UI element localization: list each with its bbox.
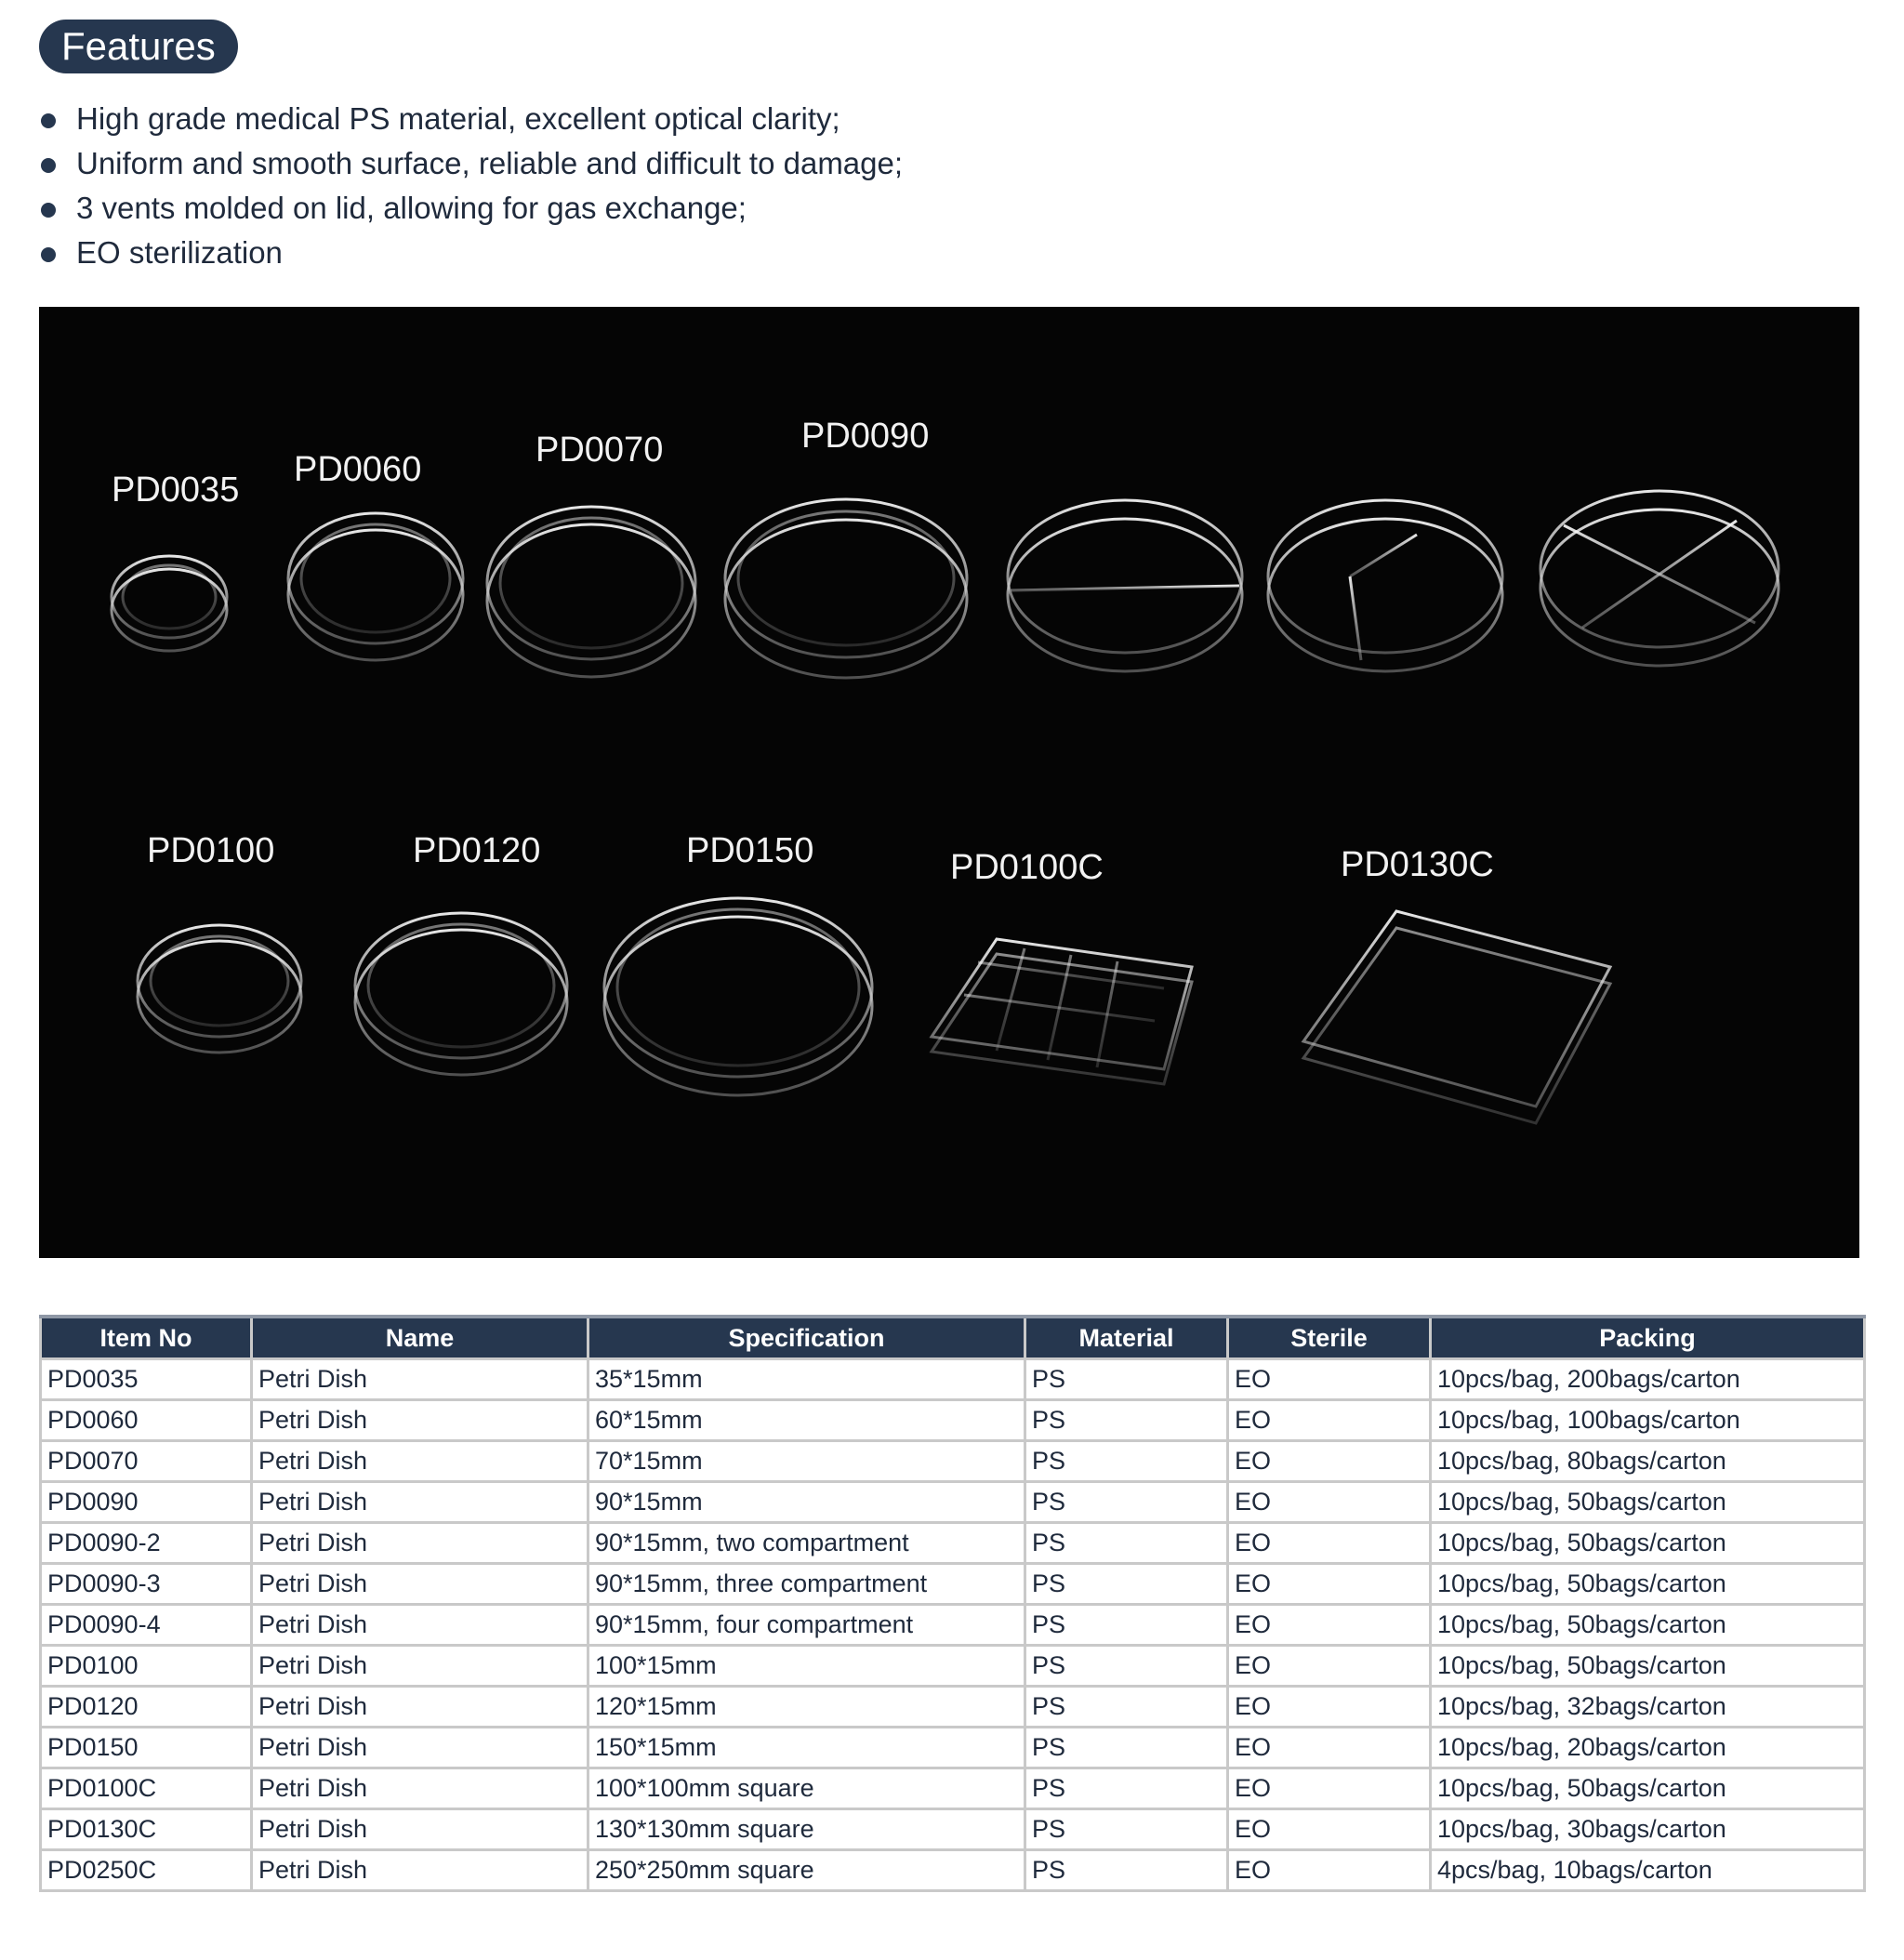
table-row — [41, 1646, 1865, 1687]
cell-packing: 10pcs/bag, 32bags/carton — [1431, 1687, 1865, 1728]
cell-material: PS — [1025, 1809, 1228, 1850]
bullet-icon — [41, 113, 56, 128]
table-row — [41, 1687, 1865, 1728]
header-specification: Specification — [588, 1317, 1025, 1359]
cell-item-no: PD0060 — [41, 1400, 252, 1441]
dish-pd0090-3 — [1268, 500, 1502, 671]
cell-packing: 10pcs/bag, 30bags/carton — [1431, 1809, 1865, 1850]
table-row — [41, 1482, 1865, 1523]
cell-material: PS — [1025, 1482, 1228, 1523]
cell-material: PS — [1025, 1605, 1228, 1646]
cell-material: PS — [1025, 1850, 1228, 1891]
cell-packing: 4pcs/bag, 10bags/carton — [1431, 1850, 1865, 1891]
cell-material: PS — [1025, 1646, 1228, 1687]
dish-label: PD0100C — [950, 848, 1104, 887]
dish-pd0120 — [355, 913, 567, 1075]
bullet-icon — [41, 203, 56, 218]
table-row — [41, 1809, 1865, 1850]
cell-packing: 10pcs/bag, 50bags/carton — [1431, 1564, 1865, 1605]
feature-text: Uniform and smooth surface, reliable and difficult to damage; — [76, 146, 904, 180]
cell-material: PS — [1025, 1687, 1228, 1728]
table-row — [41, 1850, 1865, 1891]
table-row — [41, 1605, 1865, 1646]
cell-material: PS — [1025, 1400, 1228, 1441]
cell-specification: 70*15mm — [588, 1441, 1025, 1482]
cell-name: Petri Dish — [252, 1646, 588, 1687]
cell-name: Petri Dish — [252, 1605, 588, 1646]
table-row — [41, 1564, 1865, 1605]
dish-pd0150 — [604, 898, 872, 1095]
cell-sterile: EO — [1228, 1687, 1431, 1728]
cell-packing: 10pcs/bag, 50bags/carton — [1431, 1523, 1865, 1564]
cell-specification: 130*130mm square — [588, 1809, 1025, 1850]
cell-specification: 100*15mm — [588, 1646, 1025, 1687]
cell-item-no: PD0250C — [41, 1850, 252, 1891]
cell-name: Petri Dish — [252, 1482, 588, 1523]
cell-sterile: EO — [1228, 1605, 1431, 1646]
dish-label: PD0070 — [536, 430, 664, 470]
header-name: Name — [252, 1317, 588, 1359]
cell-item-no: PD0120 — [41, 1687, 252, 1728]
cell-item-no: PD0090-2 — [41, 1523, 252, 1564]
cell-specification: 90*15mm — [588, 1482, 1025, 1523]
cell-packing: 10pcs/bag, 50bags/carton — [1431, 1605, 1865, 1646]
cell-sterile: EO — [1228, 1850, 1431, 1891]
cell-sterile: EO — [1228, 1646, 1431, 1687]
feature-item — [39, 97, 903, 141]
cell-name: Petri Dish — [252, 1400, 588, 1441]
spec-table — [39, 1315, 1866, 1892]
dish-label: PD0120 — [413, 831, 541, 870]
cell-specification: 250*250mm square — [588, 1850, 1025, 1891]
cell-item-no: PD0150 — [41, 1728, 252, 1768]
header-item-no: Item No — [41, 1317, 252, 1359]
cell-sterile: EO — [1228, 1809, 1431, 1850]
dish-pd0130c — [1303, 911, 1610, 1123]
header-packing: Packing — [1431, 1317, 1865, 1359]
dish-label: PD0035 — [112, 470, 240, 510]
dish-label: PD0130C — [1341, 845, 1494, 884]
cell-item-no: PD0090 — [41, 1482, 252, 1523]
cell-item-no: PD0070 — [41, 1441, 252, 1482]
cell-item-no: PD0100 — [41, 1646, 252, 1687]
table-row — [41, 1359, 1865, 1400]
header-material: Material — [1025, 1317, 1228, 1359]
cell-name: Petri Dish — [252, 1809, 588, 1850]
table-row — [41, 1400, 1865, 1441]
table-row — [41, 1768, 1865, 1809]
table-row — [41, 1441, 1865, 1482]
cell-packing: 10pcs/bag, 50bags/carton — [1431, 1646, 1865, 1687]
bullet-icon — [41, 247, 56, 262]
feature-text: High grade medical PS material, excellent optical clarity; — [76, 101, 840, 136]
cell-name: Petri Dish — [252, 1523, 588, 1564]
cell-name: Petri Dish — [252, 1850, 588, 1891]
cell-name: Petri Dish — [252, 1768, 588, 1809]
feature-item — [39, 186, 903, 231]
features-title: Features — [39, 20, 238, 73]
cell-item-no: PD0090-3 — [41, 1564, 252, 1605]
dish-label: PD0100 — [147, 831, 275, 870]
cell-specification: 35*15mm — [588, 1359, 1025, 1400]
feature-item — [39, 231, 903, 275]
cell-item-no: PD0100C — [41, 1768, 252, 1809]
table-body — [41, 1359, 1865, 1891]
cell-name: Petri Dish — [252, 1564, 588, 1605]
cell-packing: 10pcs/bag, 200bags/carton — [1431, 1359, 1865, 1400]
dish-label: PD0150 — [686, 831, 814, 870]
cell-sterile: EO — [1228, 1482, 1431, 1523]
dish-label: PD0090 — [801, 417, 930, 456]
cell-sterile: EO — [1228, 1523, 1431, 1564]
cell-sterile: EO — [1228, 1359, 1431, 1400]
cell-specification: 120*15mm — [588, 1687, 1025, 1728]
cell-packing: 10pcs/bag, 50bags/carton — [1431, 1482, 1865, 1523]
dish-pd0035 — [112, 556, 227, 651]
cell-name: Petri Dish — [252, 1728, 588, 1768]
cell-sterile: EO — [1228, 1400, 1431, 1441]
dish-pd0060 — [288, 513, 463, 660]
feature-text: EO sterilization — [76, 235, 283, 270]
dish-pd0070 — [487, 507, 695, 677]
cell-item-no: PD0035 — [41, 1359, 252, 1400]
cell-specification: 100*100mm square — [588, 1768, 1025, 1809]
dish-pd0100c — [932, 939, 1192, 1084]
cell-specification: 90*15mm, four compartment — [588, 1605, 1025, 1646]
cell-packing: 10pcs/bag, 100bags/carton — [1431, 1400, 1865, 1441]
dish-label: PD0060 — [294, 450, 422, 489]
product-photo — [39, 307, 1859, 1258]
cell-item-no: PD0090-4 — [41, 1605, 252, 1646]
cell-name: Petri Dish — [252, 1359, 588, 1400]
table-row — [41, 1728, 1865, 1768]
cell-specification: 60*15mm — [588, 1400, 1025, 1441]
feature-item — [39, 141, 903, 186]
cell-material: PS — [1025, 1768, 1228, 1809]
cell-material: PS — [1025, 1523, 1228, 1564]
cell-specification: 150*15mm — [588, 1728, 1025, 1768]
dish-pd0100 — [138, 925, 301, 1053]
table-header-row — [41, 1317, 1865, 1359]
cell-packing: 10pcs/bag, 50bags/carton — [1431, 1768, 1865, 1809]
cell-specification: 90*15mm, three compartment — [588, 1564, 1025, 1605]
table-row — [41, 1523, 1865, 1564]
cell-material: PS — [1025, 1359, 1228, 1400]
cell-sterile: EO — [1228, 1564, 1431, 1605]
cell-item-no: PD0130C — [41, 1809, 252, 1850]
dish-pd0090-2 — [1008, 500, 1242, 671]
cell-name: Petri Dish — [252, 1441, 588, 1482]
cell-sterile: EO — [1228, 1768, 1431, 1809]
cell-packing: 10pcs/bag, 80bags/carton — [1431, 1441, 1865, 1482]
bullet-icon — [41, 158, 56, 173]
dish-pd0090-4 — [1540, 491, 1778, 666]
product-photo-graphic — [39, 307, 1859, 1258]
cell-packing: 10pcs/bag, 20bags/carton — [1431, 1728, 1865, 1768]
cell-sterile: EO — [1228, 1728, 1431, 1768]
cell-material: PS — [1025, 1441, 1228, 1482]
features-list — [39, 97, 903, 275]
header-sterile: Sterile — [1228, 1317, 1431, 1359]
cell-specification: 90*15mm, two compartment — [588, 1523, 1025, 1564]
cell-sterile: EO — [1228, 1441, 1431, 1482]
cell-name: Petri Dish — [252, 1687, 588, 1728]
dish-pd0090 — [725, 499, 967, 678]
cell-material: PS — [1025, 1728, 1228, 1768]
cell-material: PS — [1025, 1564, 1228, 1605]
feature-text: 3 vents molded on lid, allowing for gas exchange; — [76, 191, 747, 225]
